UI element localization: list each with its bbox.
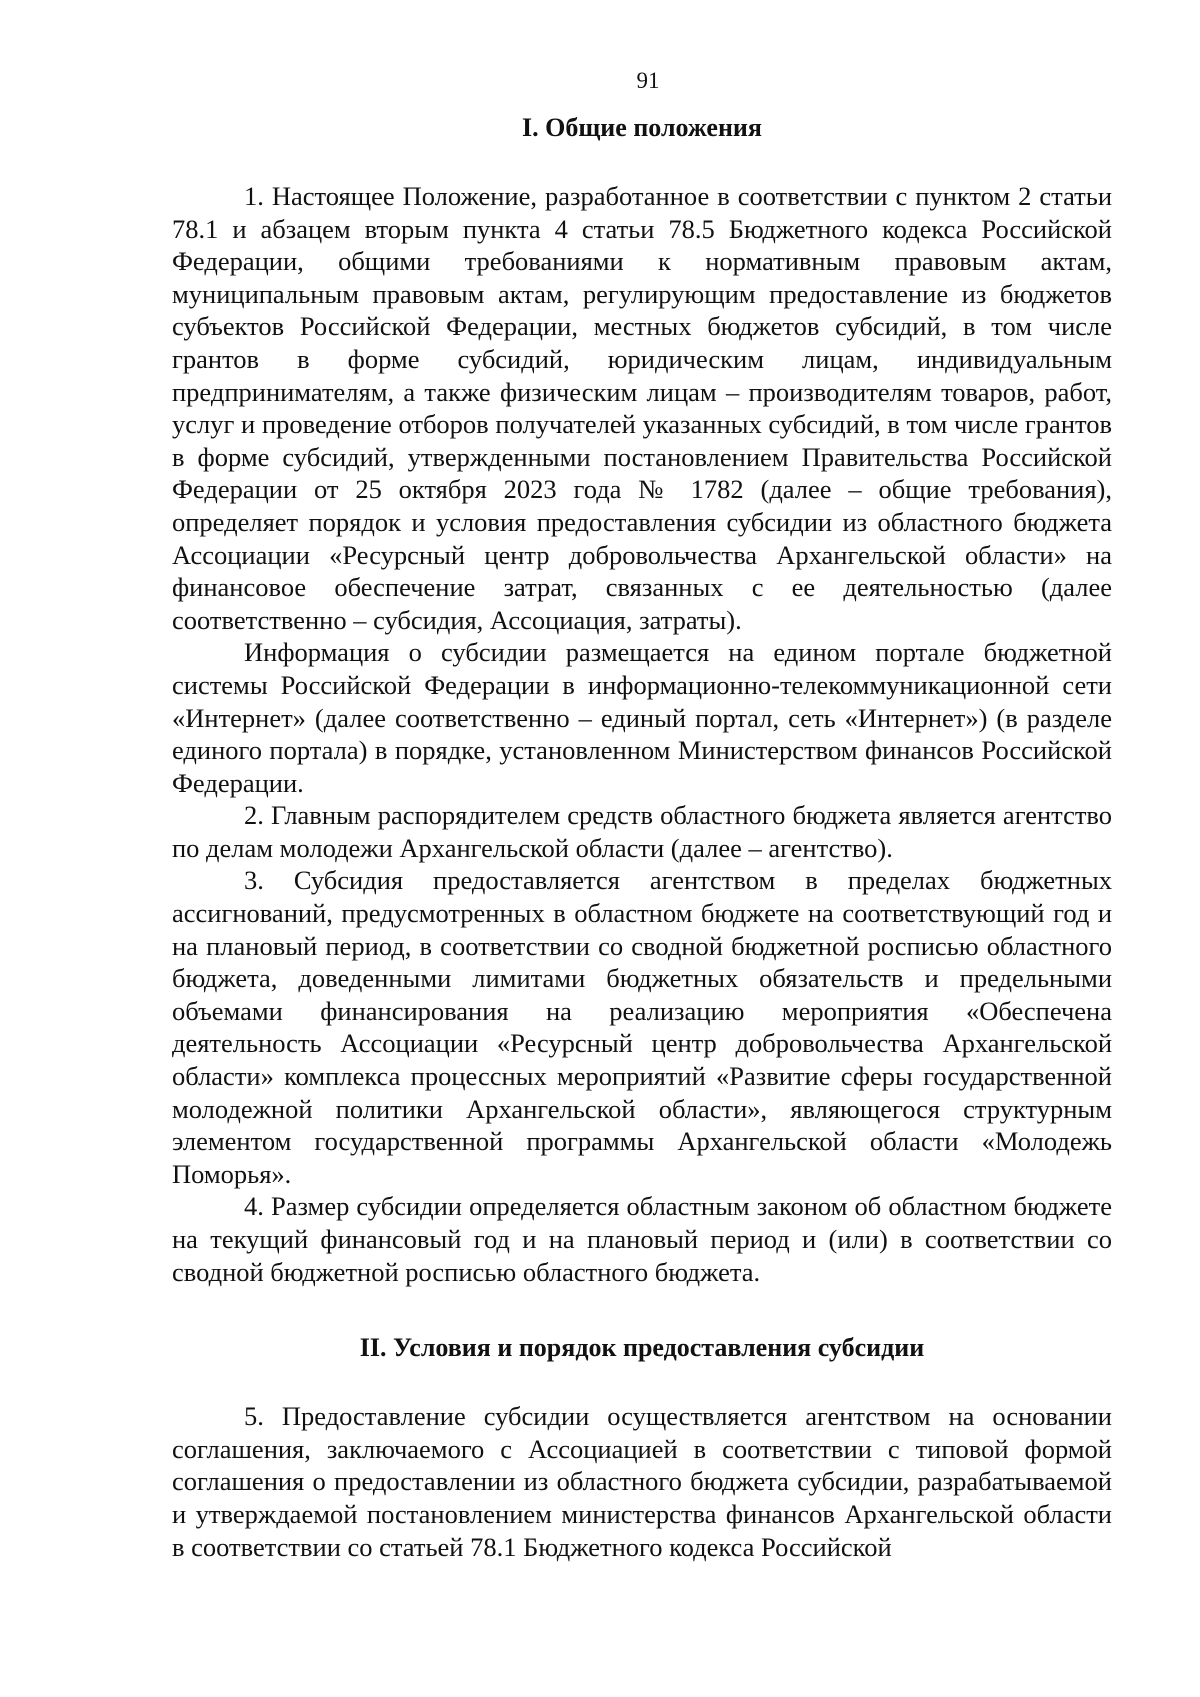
paragraph-2: 2. Главным распорядителем средств областного бюджета является агентство по делам молодежи Архангельской области (далее – агентство).	[172, 800, 1112, 863]
paragraph-4: 4. Размер субсидии определяется областным законом об областном бюджете на текущий финансовый год и на плановый период и (или) в соответствии со сводной бюджетной росписью областного бюджета.	[172, 1191, 1112, 1287]
page-number: 91	[636, 68, 660, 93]
paragraph-portal-info: Информация о субсидии размещается на едином портале бюджетной системы Российской Федерации в информационно-телекоммуникационной сети «Интернет» (далее соответственно – единый портал, сеть «Интернет») (в разделе единого портала) в порядке, установленном Министерством финансов Российской Федерации.	[172, 637, 1112, 798]
paragraph-5: 5. Предоставление субсидии осуществляется агентством на основании соглашения, заключаемого с Ассоциацией в соответствии с типовой формой соглашения о предоставлении из областного бюджета субсидии, разрабатываемой и утверждаемой постановлением министерства финансов Архангельской области в соответствии со статьей 78.1 Бюджетного кодекса Российской	[172, 1401, 1112, 1562]
section-heading-general-provisions: I. Общие положения	[522, 113, 762, 142]
paragraph-1: 1. Настоящее Положение, разработанное в соответствии с пунктом 2 статьи 78.1 и абзацем вторым пункта 4 статьи 78.5 Бюджетного кодекса Российской Федерации, общими требованиями к нормативным правовым актам, муниципальным правовым актам, регулирующим предоставление из бюджетов субъектов Российской Федерации, местных бюджетов субсидий, в том числе грантов в форме субсидий, юридическим лицам, индивидуальным предпринимателям, а также физическим лицам – производителям товаров, работ, услуг и проведение отборов получателей указанных субсидий, в том числе грантов в форме субсидий, утвержденными постановлением Правительства Российской Федерации от 25 октября 2023 года № 1782 (далее – общие требования), определяет порядок и условия предоставления субсидии из областного бюджета Ассоциации «Ресурсный центр добровольчества Архангельской области» на финансовое обеспечение затрат, связанных с ее деятельностью (далее соответственно – субсидия, Ассоциация, затраты).	[172, 181, 1112, 635]
paragraph-3: 3. Субсидия предоставляется агентством в пределах бюджетных ассигнований, предусмотренных в областном бюджете на соответствующий год и на плановый период, в соответствии со сводной бюджетной росписью областного бюджета, доведенными лимитами бюджетных обязательств и предельными объемами финансирования на реализацию мероприятия «Обеспечена деятельность Ассоциации «Ресурсный центр добровольчества Архангельской области» комплекса процессных мероприятий «Развитие сферы государственной молодежной политики Архангельской области», являющегося структурным элементом государственной программы Архангельской области «Молодежь Поморья».	[172, 865, 1112, 1189]
section-heading-conditions: II. Условия и порядок предоставления субсидии	[359, 1333, 925, 1363]
document-page	[172, 66, 1112, 1563]
